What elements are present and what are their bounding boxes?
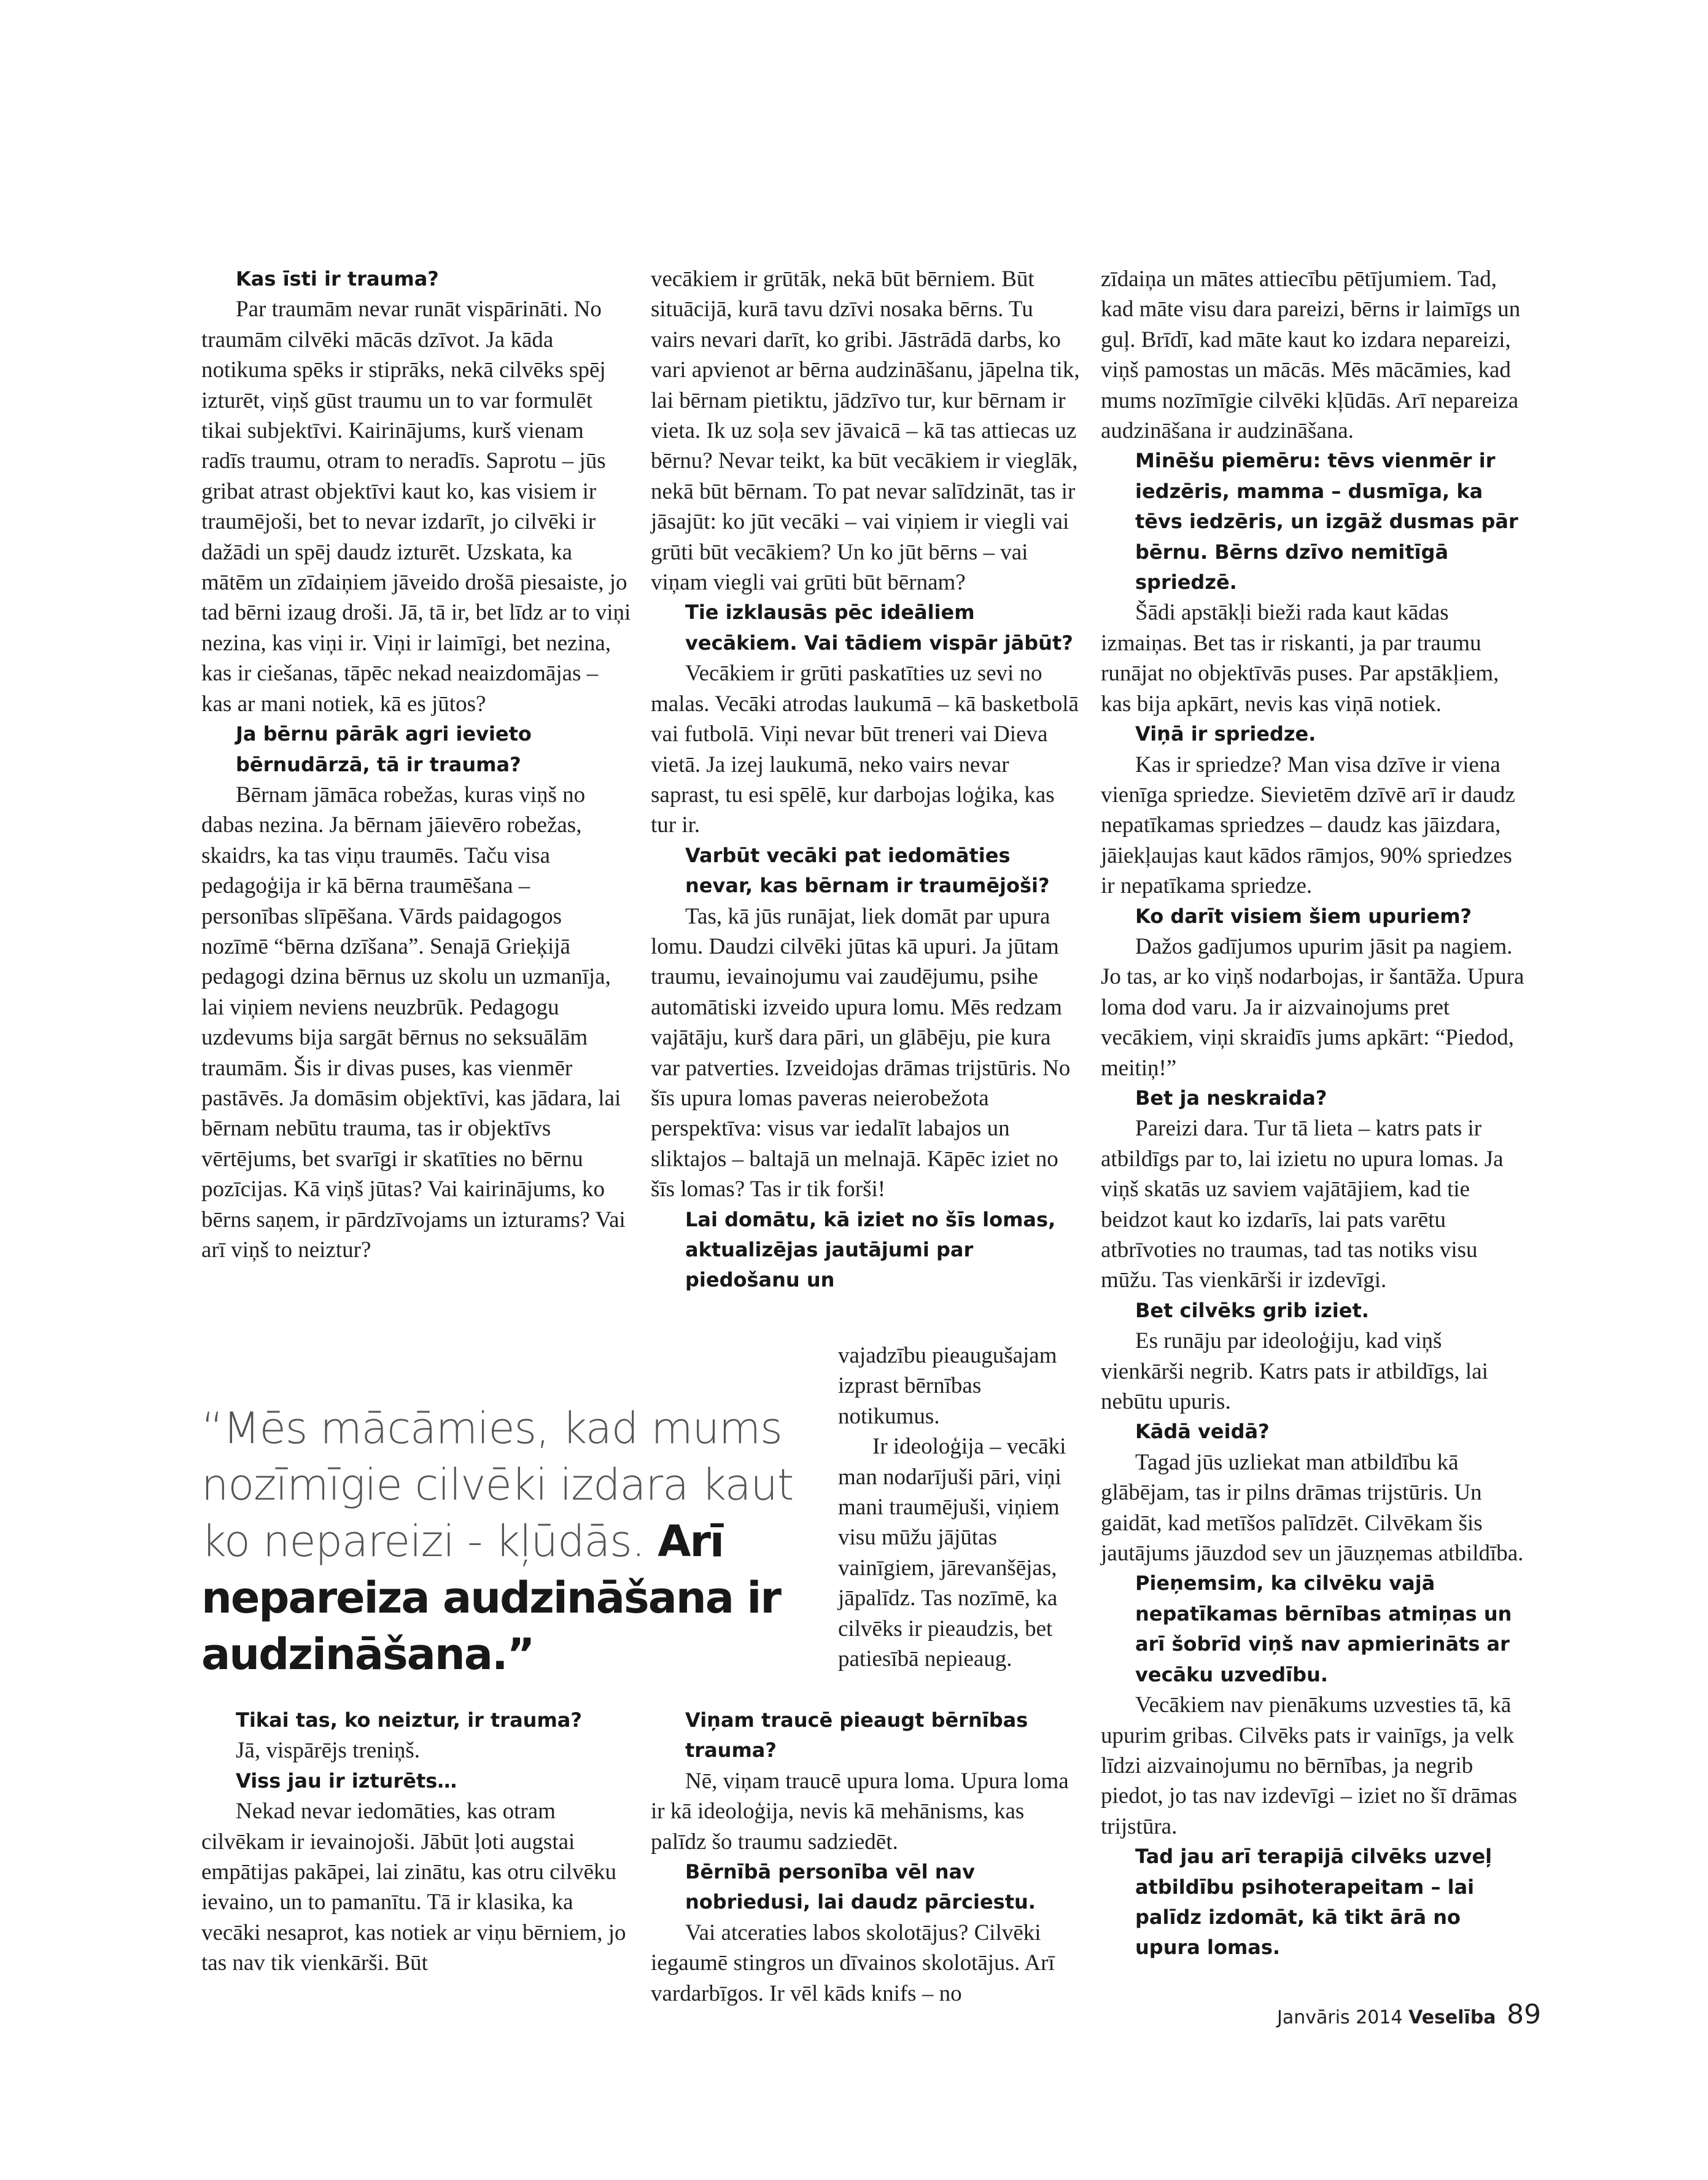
question: Varbūt vecāki pat iedomāties nevar, kas bērnam ir traumējoši? — [685, 843, 1050, 898]
question: Viņam traucē pieaugt bērnības trauma? — [685, 1708, 1028, 1762]
column-2 — [651, 264, 1081, 1296]
question: Ja bērnu pārāk agri ievieto bērnudārzā, tā ir trauma? — [236, 722, 532, 776]
page-footer — [1277, 1999, 1542, 2030]
question: Viss jau ir izturēts… — [236, 1769, 457, 1793]
question: Kas īsti ir trauma? — [236, 267, 439, 290]
question: Minēšu piemēru: tēvs vienmēr ir iedzēris, mamma – dusmīga, ka tēvs iedzēris, un izgāž dusmas pār bērnu. Bērns dzīvo nemitīgā spriedzē. — [1135, 449, 1518, 594]
question: Bet ja neskraida? — [1135, 1086, 1327, 1110]
paragraph: Kas ir spriedze? Man visa dzīve ir viena vienīga spriedze. Sievietēm dzīvē arī ir daudz nepatīkamas spriedzes – daudz kas jāizdara, jāiekļaujas kaut kādos rāmjos, 90% spriedzes ir nepatīkama spriedze. — [1101, 752, 1515, 899]
paragraph: Ir ideoloģija – vecāki man nodarījuši pāri, viņi mani traumējuši, viņiem visu mūžu jājūtas vainīgiem, jārevanšējas, jāpalīdz. Tas nozīmē, ka cilvēks ir pieaudzis, bet patiesībā nepieaug. — [838, 1434, 1066, 1672]
column-2-bottom — [651, 1705, 1081, 2009]
question: Lai domātu, kā iziet no šīs lomas, aktualizējas jautājumi par piedošanu un — [685, 1207, 1056, 1292]
paragraph: Vai atceraties labos skolotājus? Cilvēki iegaumē stingros un dīvainos skolotājus. Arī vardarbīgos. Ir vēl kāds knifs – no — [651, 1920, 1055, 2006]
paragraph: vajadzību pieaugušajam izprast bērnības notikumus. — [838, 1343, 1057, 1429]
paragraph: Es runāju par ideoloģiju, kad viņš vienkārši negrib. Katrs pats ir atbildīgs, lai nebūtu upuris. — [1101, 1328, 1488, 1415]
paragraph: vecākiem ir grūtāk, nekā būt bērniem. Būt situācijā, kurā tavu dzīvi nosaka bērns. Tu vairs nevari darīt, ko gribi. Jāstrādā darbs, ko vari apvienot ar bērna audzināšanu, jāpelna tik, lai bērnam pietiktu, jādzīvo tur, kur bērnam ir vieta. Ik uz soļa sev jāvaicā – kā tas attiecas uz bērnu? Nevar teikt, ka būt vecākiem ir vieglāk, nekā būt bērnam. To pat nevar salīdzināt, tas ir jāsajūt: ko jūt vecāki – vai viņiem ir viegli vai grūti būt vecākiem? Un ko jūt bērns – vai viņam viegli vai grūti būt bērnam? — [651, 267, 1080, 596]
magazine-name: Veselība — [1408, 2007, 1496, 2028]
question: Viņā ir spriedze. — [1135, 722, 1316, 746]
paragraph: Tagad jūs uzliekat man atbildību kā glābējam, tas ir pilns drāmas trijstūris. Un gaidāt, kad metīšos palīdzēt. Cilvēkam šis jautājums jāuzdod sev un jāuzņemas atbildība. — [1101, 1449, 1524, 1567]
question: Tie izklausās pēc ideāliem vecākiem. Vai tādiem vispār jābūt? — [685, 601, 1073, 655]
column-2-wrap — [838, 1341, 1081, 1674]
question: Pieņemsim, ka cilvēku vajā nepatīkamas bērnības atmiņas un arī šobrīd viņš nav apmierināts ar vecāku uzvedību. — [1135, 1571, 1512, 1686]
paragraph: Bērnam jāmāca robežas, kuras viņš no dabas nezina. Ja bērnam jāievēro robežas, skaidrs, ka tas viņu traumēs. Taču visa pedagoģija ir kā bērna traumēšana – personības slīpēšana. Vārds paidagogos nozīmē “bērna dzīšana”. Senajā Grieķijā pedagogi dzina bērnus uz skolu un uzmanīja, lai viņiem neviens neuzbrūk. Pedagogu uzdevums bija sargāt bērnus no seksuālām traumām. Šis ir divas puses, kas vienmēr pastāvēs. Ja domāsim objektīvi, kas jādara, lai bērnam nebūtu trauma, tas ir objektīvs vērtējums, bet svarīgi ir skatīties no bērnu pozīcijas. Kā viņš jūtas? Vai kairinājums, ko bērns saņem, ir pārdzīvojams un izturams? Vai arī viņš to neiztur? — [201, 782, 626, 1263]
question: Kādā veidā? — [1135, 1420, 1270, 1444]
paragraph: Vecākiem nav pienākums uzvesties tā, kā upurim gribas. Cilvēks pats ir vainīgs, ja velk līdzi aizvainojumu no bērnības, ja negrib piedot, jo tas nav izdevīgi – iziet no šī drāmas trijstūra. — [1101, 1692, 1518, 1839]
question: Tad jau arī terapijā cilvēks uzveļ atbildību psihoterapeitam – lai palīdz izdomāt, kā tikt ārā no upura lomas. — [1135, 1845, 1493, 1960]
paragraph: Nekad nevar iedomāties, kas otram cilvēkam ir ievainojoši. Jābūt ļoti augstai empātijas pakāpei, lai zinātu, kas otru cilvēku ievaino, un to pamanītu. Tā ir klasika, ka vecāki nesaprot, kas notiek ar viņu bērniem, jo tas nav tik vienkārši. Būt — [201, 1799, 626, 1976]
question: Ko darīt visiem šiem upuriem? — [1135, 904, 1472, 928]
paragraph: Pareizi dara. Tur tā lieta – katrs pats ir atbildīgs par to, lai izietu no upura lomas. Ja viņš skatās uz saviem vajātājiem, kad tie beidzot kaut ko izdarīs, lai pats varētu atbrīvoties no traumas, tad tas notiks visu mūžu. Tas vienkārši ir izdevīgi. — [1101, 1116, 1504, 1293]
pull-quote-light: “Mēs mācāmies, kad mums nozīmīgie cilvēki izdara kaut ko nepareizi - kļūdās. — [201, 1403, 794, 1567]
question: Bet cilvēks grib iziet. — [1135, 1298, 1369, 1322]
pull-quote-bold: Arī nepareiza audzināšana ir audzināšana.” — [201, 1516, 780, 1680]
paragraph: Vecākiem ir grūti paskatīties uz sevi no malas. Vecāki atrodas laukumā – kā basketbolā vai futbolā. Viņi nevar būt treneri vai Dieva vietā. Ja izej laukumā, neko vairs nevar saprast, tu esi spēlē, kur darbojas loģika, kas tur ir. — [651, 661, 1079, 838]
paragraph: Jā, vispārējs treniņš. — [236, 1738, 421, 1764]
paragraph: Šādi apstākļi bieži rada kaut kādas izmaiņas. Bet tas ir riskanti, ja par traumu runājat no objektīvās puses. Par apstākļiem, kas bija apkārt, nevis kas viņā notiek. — [1101, 600, 1499, 717]
pull-quote — [201, 1400, 821, 1683]
question: Bērnībā personība vēl nav nobriedusi, lai daudz pārciestu. — [685, 1860, 1036, 1914]
paragraph: Par traumām nevar runāt vispārināti. No traumām cilvēki mācās dzīvot. Ja kāda notikuma spēks ir stiprāks, nekā cilvēks spēj izturēt, viņš gūst traumu un to var formulēt tikai subjektīvi. Kairinājums, kurš vienam radīs traumu, otram to neradīs. Saprotu – jūs gribat atrast objektīvi kaut ko, kas visiem ir traumējoši, bet to nevar izdarīt, jo cilvēki ir dažādi un spēj daudz izturēt. Uzskata, ka mātēm un zīdaiņiem jāveido drošā piesaiste, jo tad bērni izaug droši. Jā, tā ir, bet līdz ar to viņi nezina, kas viņi ir. Viņi ir laimīgi, bet nezina, kas ir ciešanas, tāpēc nekad neaizdomājas – kas ar mani notiek, kā es jūtos? — [201, 297, 631, 717]
paragraph: Tas, kā jūs runājat, liek domāt par upura lomu. Daudzi cilvēki jūtas kā upuri. Ja jūtam traumu, ievainojumu vai zaudējumu, psihe automātiski izveido upura lomu. Mēs redzam vajātāju, kurš dara pāri, un glābēju, pie kura var patverties. Izveidojas drāmas trijstūris. No šīs upura lomas paveras neierobežota perspektīva: visus var iedalīt labajos un sliktajos – baltajā un melnajā. Kāpēc iziet no šīs lomas? Tas ir tik forši! — [651, 903, 1071, 1202]
column-3 — [1101, 264, 1524, 1963]
column-1-bottom — [201, 1705, 631, 1979]
paragraph: Dažos gadījumos upurim jāsit pa nagiem. Jo tas, ar ko viņš nodarbojas, ir šantāža. Upura loma dod varu. Ja ir aizvainojums pret vecākiem, viņi skraidīs jums apkārt: “Piedod, meitiņ!” — [1101, 933, 1524, 1081]
paragraph: zīdaiņa un mātes attiecību pētījumiem. Tad, kad māte visu dara pareizi, bērns ir laimīgs un guļ. Brīdī, kad māte kaut ko izdara nepareizi, viņš pamostas un mācās. Mēs mācāmies, kad mums nozīmīgie cilvēki kļūdās. Arī nepareiza audzināšana ir audzināšana. — [1101, 267, 1521, 444]
issue-date: Janvāris 2014 — [1277, 2007, 1403, 2028]
page-number: 89 — [1507, 1999, 1542, 2030]
question: Tikai tas, ko neiztur, ir trauma? — [236, 1708, 582, 1732]
column-1 — [201, 264, 631, 1265]
paragraph: Nē, viņam traucē upura loma. Upura loma ir kā ideoloģija, nevis kā mehānisms, kas palīdz šo traumu sadziedēt. — [651, 1768, 1069, 1855]
